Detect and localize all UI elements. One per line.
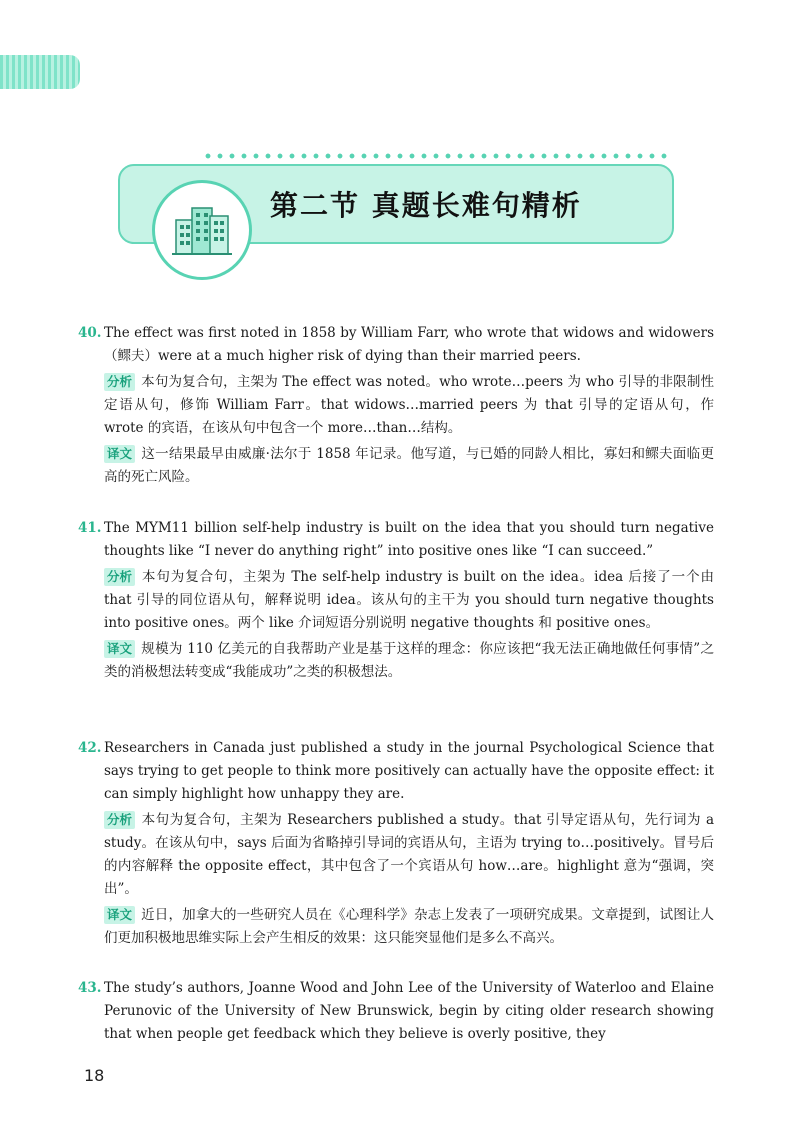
dotted-line-decoration [202,152,672,160]
translation-paragraph [104,443,714,489]
analysis-tag: 分析 [104,811,135,829]
english-sentence [78,517,714,563]
analysis-text: 本句为复合句，主架为 The self-help industry is built on the idea。idea 后接了一个由 that 引导的同位语从句，解释说明 idea。该从句的主干为 you should turn negative thoughts into positive ones。两个 like 介词短语分别说明 negative thoughts 和 positive ones。 [104,569,714,631]
page-number: 18 [84,1066,105,1085]
sentence-entry-43 [78,977,714,1049]
corner-tab-decoration [0,55,80,89]
entry-number: 41. [78,520,102,536]
english-sentence [78,977,714,1046]
analysis-text: 本句为复合句，主架为 The effect was noted。who wrote…peers 为 who 引导的非限制性定语从句，修饰 William Farr。that widows…married peers 为 that 引导的定语从句，作 wrote 的宾语，在该从句中包含一个 more…than…结构。 [104,374,714,436]
sentence-text: The MYM11 billion self-help industry is built on the idea that you should turn negative thoughts like “I never do anything right” into positive ones like “I can succeed.” [104,520,714,559]
entry-number: 42. [78,740,102,756]
analysis-text: 本句为复合句，主架为 Researchers published a study。that 引导定语从句，先行词为 a study。在该从句中，says 后面为省略掉引导词的宾语从句，主语为 trying to…positively。冒号后的内容解释 the opposite effect，其中包含了一个宾语从句 how…are。highlight 意为“强调，突出”。 [104,812,714,897]
sentence-text: The effect was first noted in 1858 by William Farr, who wrote that widows and widowers（鳏夫）were at a much higher risk of dying than their married peers. [104,325,714,364]
buildings-icon [170,198,234,262]
translation-paragraph [104,638,714,684]
translation-text: 规模为 110 亿美元的自我帮助产业是基于这样的理念：你应该把“我无法正确地做任何事情”之类的消极想法转变成“我能成功”之类的积极想法。 [104,641,714,680]
analysis-paragraph [104,809,714,901]
analysis-tag: 分析 [104,373,135,391]
analysis-paragraph [104,566,714,635]
translation-tag: 译文 [104,445,135,463]
translation-tag: 译文 [104,906,135,924]
sentence-text: Researchers in Canada just published a study in the journal Psychological Science that says trying to get people to think more positively can actually have the opposite effect: it can simply highlight how unhappy they are. [104,740,714,802]
section-title-banner [118,150,678,290]
sentence-text: The study’s authors, Joanne Wood and John Lee of the University of Waterloo and Elaine Perunovic of the University of New Brunswick, begin by citing older research showing that when people get feedback which they believe is overly positive, they [104,980,714,1042]
sentence-entry-40 [78,322,714,492]
entry-number: 43. [78,980,102,996]
title-icon-circle [152,180,252,280]
translation-paragraph [104,904,714,950]
english-sentence [78,737,714,806]
page-title: 第二节 真题长难句精析 [270,189,582,222]
analysis-tag: 分析 [104,568,135,586]
translation-text: 这一结果最早由威廉·法尔于 1858 年记录。他写道，与已婚的同龄人相比，寡妇和鳏夫面临更高的死亡风险。 [104,446,714,485]
entry-number: 40. [78,325,102,341]
sentence-entry-42 [78,737,714,953]
sentence-entry-41 [78,517,714,687]
analysis-paragraph [104,371,714,440]
english-sentence [78,322,714,368]
translation-tag: 译文 [104,640,135,658]
translation-text: 近日，加拿大的一些研究人员在《心理科学》杂志上发表了一项研究成果。文章提到，试图让人们更加积极地思维实际上会产生相反的效果：这只能突显他们是多么不高兴。 [104,907,714,946]
